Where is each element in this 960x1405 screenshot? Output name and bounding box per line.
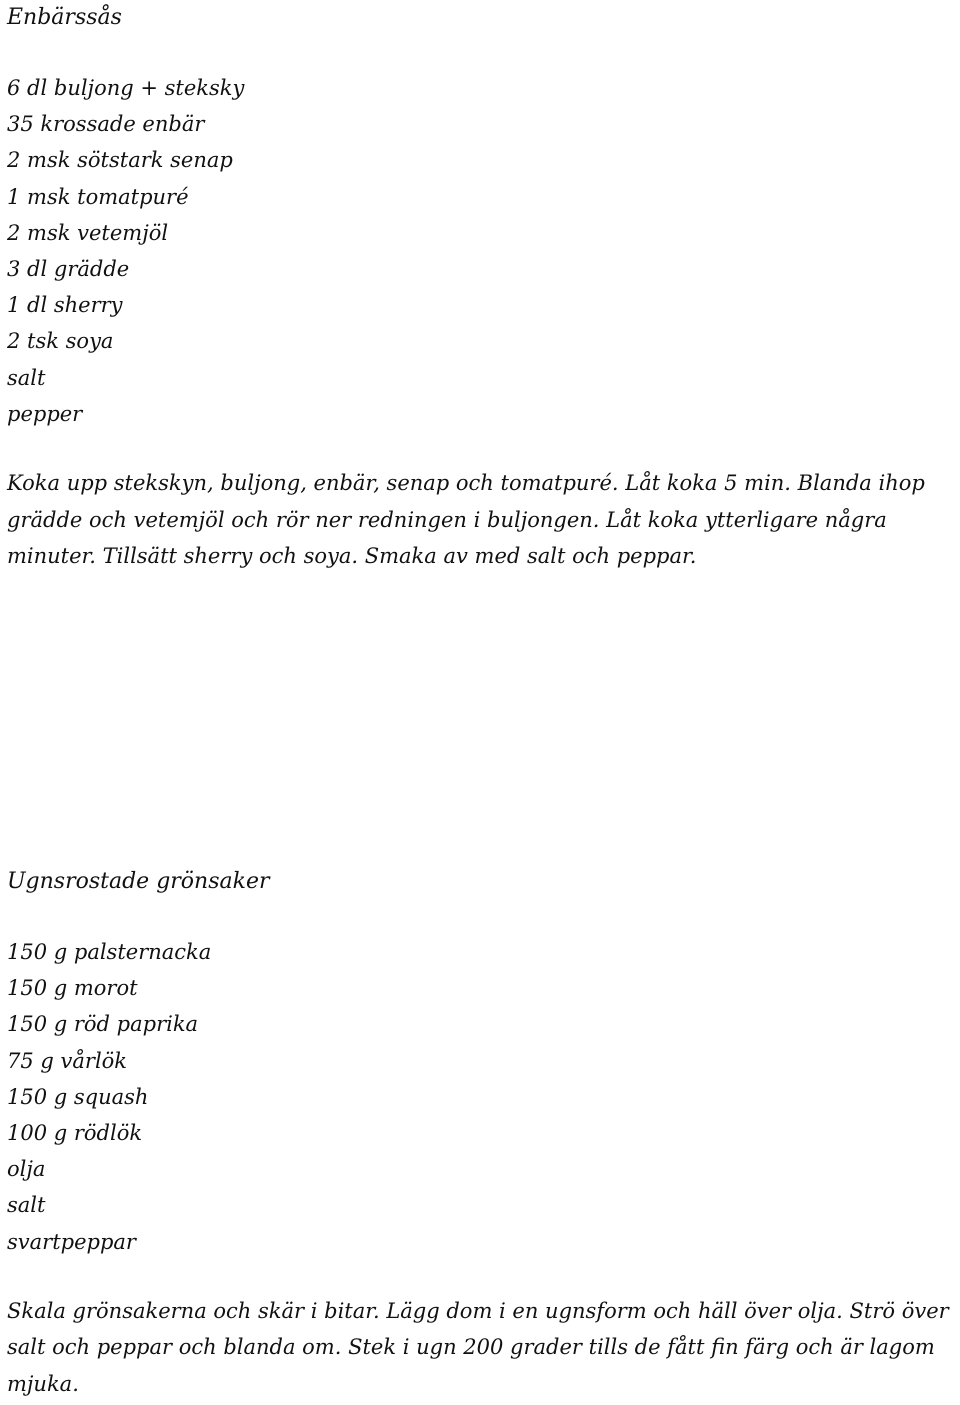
ingredient-item: 1 msk tomatpuré <box>7 184 189 209</box>
ingredient-list <box>7 70 952 432</box>
recipe-title: Enbärssås <box>7 5 122 30</box>
ingredient-list <box>7 934 952 1260</box>
ingredient-item: svartpeppar <box>7 1229 136 1254</box>
ingredient-item: olja <box>7 1157 46 1182</box>
ingredient-item: 2 msk sötstark senap <box>7 148 233 173</box>
ingredient-item: salt <box>7 365 46 390</box>
ingredient-item: salt <box>7 1193 46 1218</box>
ingredient-item: 150 g röd paprika <box>7 1012 199 1037</box>
ingredient-item: 35 krossade enbär <box>7 112 205 137</box>
recipe-title: Ugnsrostade grönsaker <box>7 869 270 894</box>
ingredient-item: 6 dl buljong + steksky <box>7 76 245 100</box>
recipe-instructions: Koka upp stekskyn, buljong, enbär, senap och tomatpuré. Låt koka 5 min. Blanda ihop grädde och vetemjöl och rör ner redningen i buljongen. Låt koka ytterligare några minuter. Tillsätt sherry och soya. Smaka av med salt och peppar. <box>7 471 925 569</box>
ingredient-item: 2 msk vetemjöl <box>7 220 169 245</box>
recipe-instructions: Skala grönsakerna och skär i bitar. Lägg dom i en ugnsform och häll över olja. Strö över salt och peppar och blanda om. Stek i ugn 200 grader tills de fått fin färg och är lagom mjuka. <box>7 1298 949 1396</box>
ingredient-item: 2 tsk soya <box>7 329 114 354</box>
ingredient-item: pepper <box>7 401 83 426</box>
ingredient-item: 150 g palsternacka <box>7 940 212 964</box>
ingredient-item: 150 g morot <box>7 976 138 1001</box>
ingredient-item: 1 dl sherry <box>7 293 123 318</box>
ingredient-item: 150 g squash <box>7 1084 149 1109</box>
recipe-enbarssas <box>7 0 952 575</box>
ingredient-item: 100 g rödlök <box>7 1121 143 1146</box>
recipe-ugnsrostade-gronsaker <box>7 864 952 1402</box>
ingredient-item: 3 dl grädde <box>7 257 130 282</box>
ingredient-item: 75 g vårlök <box>7 1048 128 1073</box>
